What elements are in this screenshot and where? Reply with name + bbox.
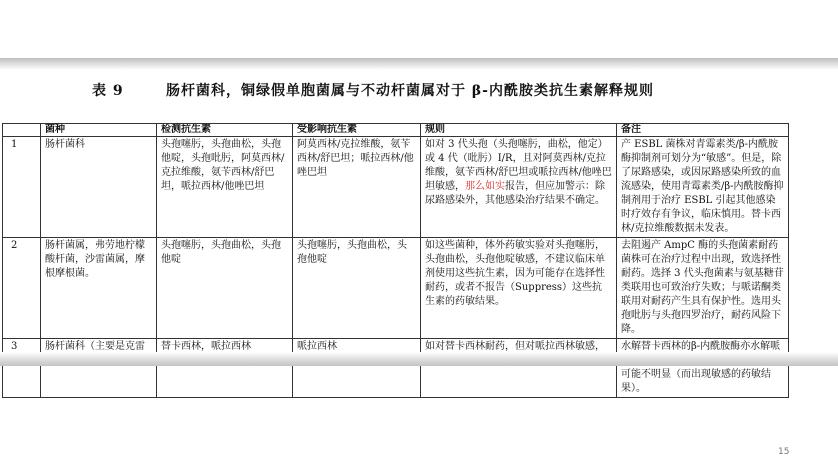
table-title-text: 肠杆菌科，铜绿假单胞菌属与不动杆菌属对于 β-内酰胺类抗生素解释规则 [166,83,654,99]
page-number: 15 [778,447,790,457]
row-tested: 头孢噻肟，头孢曲松，头孢他啶 [157,238,293,339]
row-affected: 阿莫西林/克拉维酸，氨苄西林/舒巴坦；哌拉西林/他唑巴坦 [293,137,421,238]
header-rule: 规则 [421,124,617,137]
row-affected: 头孢噻肟，头孢曲松，头孢他啶 [293,238,421,339]
table-header-row [3,124,789,137]
row-tested: 替卡西林，哌拉西林 [157,339,293,398]
rule-highlight-text: 那么如实 [465,181,505,192]
header-organism: 菌种 [41,124,157,137]
row-organism: 肠杆菌属，弗劳地柠檬酸杆菌，沙雷菌属，摩根摩根菌。 [41,238,157,339]
rule-text-continued: 报告，但应加警示：除尿路感染外，其他感染治疗结果不确定。 [425,181,605,206]
row-notes: 去阻遏产 AmpC 酶的头孢菌素耐药菌株可在治疗过程中出现，致选择性耐药。选择 3 代头孢菌素与氨基糖苷类联用也可致治疗失败；与哌诺酮类联用对耐药产生具有保护性。选用头孢吡肟与头孢四罗治疗，耐药风险下降。 [617,238,789,339]
row-index: 2 [3,238,41,339]
header-notes: 备注 [617,124,789,137]
table-row [3,238,789,339]
header-affected-antibiotic: 受影响抗生素 [293,124,421,137]
row-index: 3 [3,339,41,398]
row-tested: 头孢噻肟，头孢曲松，头孢他啶，头孢吡肟，阿莫西林/克拉维酸，氨苄西林/舒巴坦，哌拉西林/他唑巴坦 [157,137,293,238]
row-rule: 如这些菌种，体外药敏实验对头孢噻肟，头孢曲松，头孢他啶敏感，不建议临床单剂使用这些抗生素，因为可能存在选择性耐药，或者不报告（Suppress）这些抗生素的药敏结果。 [421,238,617,339]
table-row [3,137,789,238]
rule-text: 如对 3 代头孢（头孢噻肟，曲松，他定）或 4 代（吡肟）I/R，且对阿莫西林/克拉维酸，氨苄西林/舒巴坦或哌拉西林/他唑巴坦敏感， [425,139,612,192]
row-rule [421,137,617,238]
header-divider-bar [0,58,838,70]
header-index [3,124,41,137]
row-notes: 产 ESBL 菌株对青霉素类/β-内酰胺酶抑制剂可划分为“敏感”。但是，除了尿路感染，或因尿路感染所致的血流感染，使用青霉素类/β-内酰胺酶抑制剂用于治疗 ESBL 引起其他感染时疗效存有争议，临床慎用。替卡西林/克拉维酸数据未发表。 [617,137,789,238]
row-index: 1 [3,137,41,238]
table-number: 表 9 [92,83,124,99]
table-title [0,80,838,104]
row-affected: 哌拉西林 [293,339,421,398]
row-organism: 肠杆菌科 [41,137,157,238]
row-rule: 如对替卡西林耐药，但对哌拉西林敏感， [421,339,617,398]
row-organism: 肠杆菌科（主要是克雷 [41,339,157,398]
header-tested-antibiotic: 检测抗生素 [157,124,293,137]
footer-divider-bar [0,352,838,366]
row-notes: 水解替卡西林的β-内酰胺酶亦水解哌 可能不明显（而出现敏感的药敏结果）。 [617,339,789,398]
table-row [3,339,789,398]
